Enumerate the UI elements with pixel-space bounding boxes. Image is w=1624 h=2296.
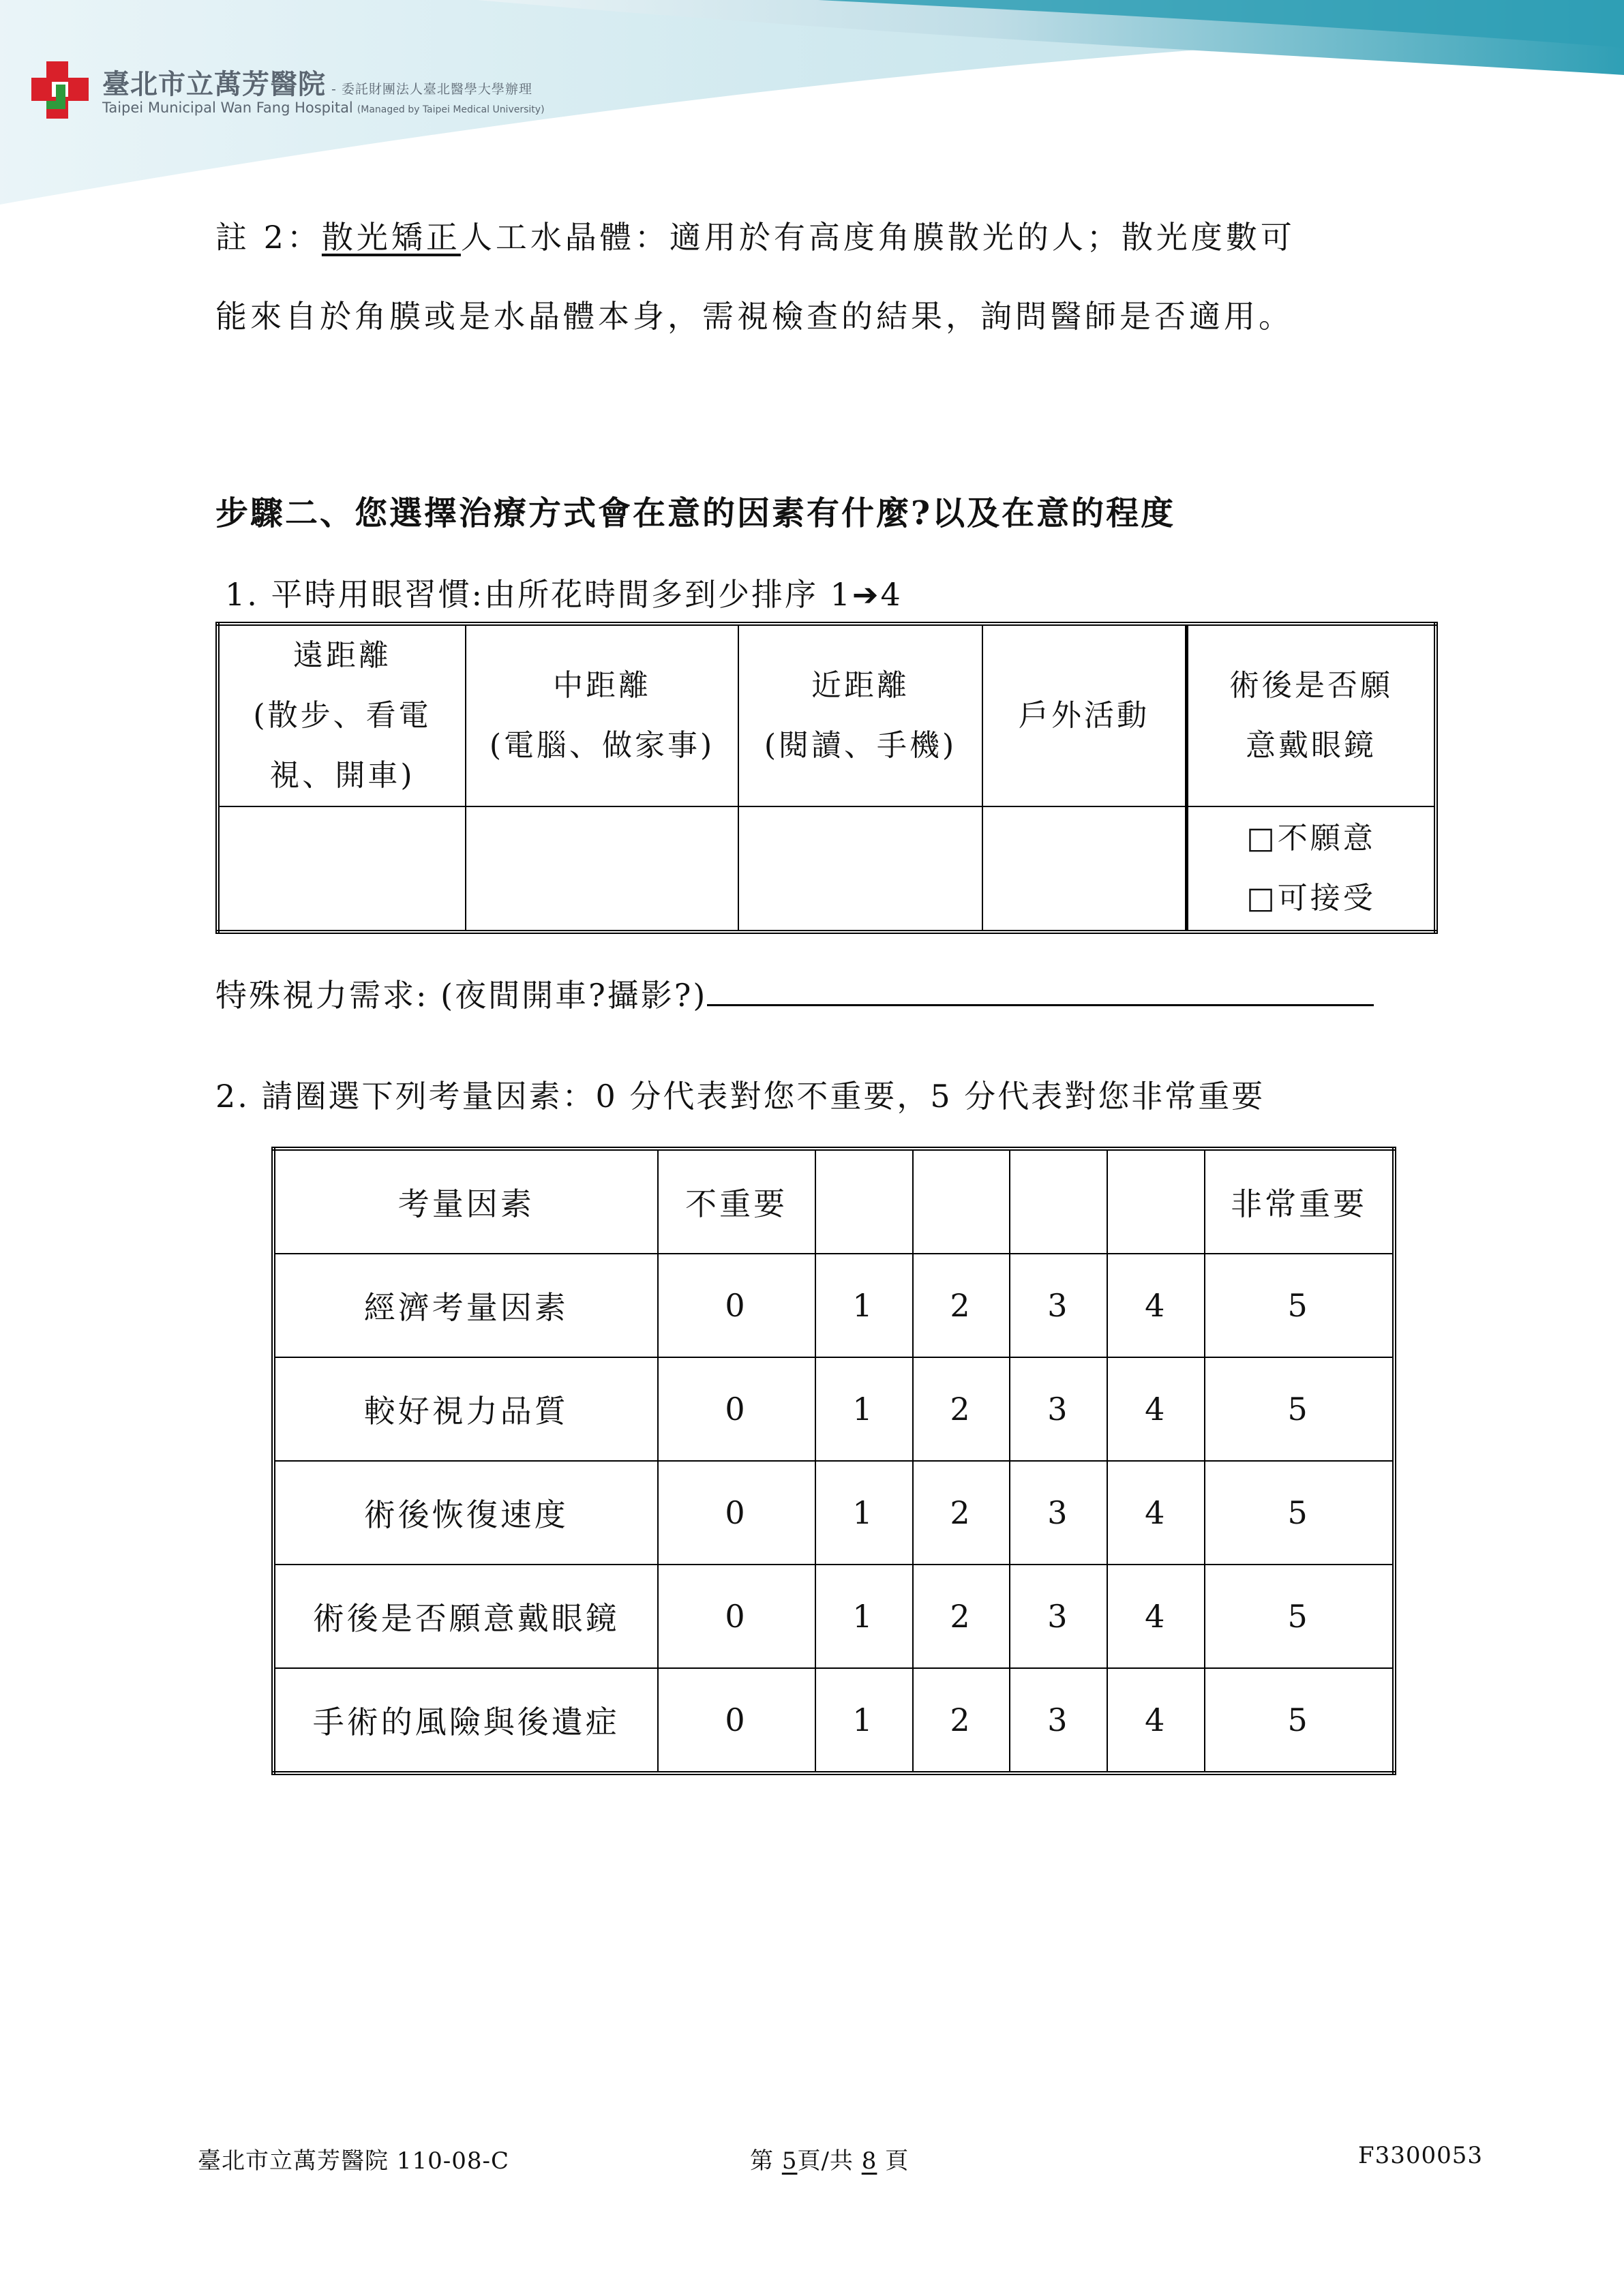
eye-usage-header-row	[217, 624, 1436, 806]
score-option[interactable]: 2	[913, 1668, 1010, 1773]
rank-near-cell[interactable]	[738, 806, 982, 932]
score-option[interactable]: 0	[658, 1357, 815, 1461]
table-row	[273, 1461, 1394, 1565]
arrow-right-icon: ➔	[852, 576, 881, 613]
score-option[interactable]: 1	[815, 1357, 913, 1461]
score-option[interactable]: 2	[913, 1461, 1010, 1565]
factor-label: 手術的風險與後遺症	[273, 1668, 658, 1773]
table-row	[273, 1668, 1394, 1773]
score-option[interactable]: 4	[1107, 1565, 1205, 1668]
hospital-managed-en: (Managed by Taipei Medical University)	[357, 104, 545, 115]
factor-label: 術後是否願意戴眼鏡	[273, 1565, 658, 1668]
score-option[interactable]: 5	[1205, 1461, 1394, 1565]
header-outdoor-line1: 戶外活動	[1019, 698, 1149, 733]
header-near-line1: 近距離	[811, 668, 909, 703]
header-mid-line1: 中距離	[553, 668, 651, 703]
page-suffix: 頁	[885, 2147, 909, 2175]
score-option[interactable]: 4	[1107, 1461, 1205, 1565]
page-middle: 頁/共	[797, 2147, 854, 2175]
header-blank	[815, 1149, 913, 1254]
question1-text	[225, 570, 903, 615]
rank-mid-cell[interactable]	[466, 806, 738, 932]
score-option[interactable]: 4	[1107, 1357, 1205, 1461]
page-current: 5	[781, 2147, 798, 2175]
special-need-line	[215, 971, 1374, 1016]
score-option[interactable]: 0	[658, 1254, 815, 1357]
glasses-options-cell	[1187, 806, 1437, 932]
special-need-blank[interactable]	[707, 971, 1374, 1006]
score-option[interactable]: 1	[815, 1254, 913, 1357]
score-option[interactable]: 2	[913, 1357, 1010, 1461]
footer-form-code: F3300053	[1358, 2142, 1484, 2169]
special-need-label: 特殊視力需求: (夜間開車?攝影?)	[215, 977, 708, 1014]
factors-header-row	[273, 1149, 1394, 1254]
score-option[interactable]: 2	[913, 1254, 1010, 1357]
note2-prefix: 註 2：	[215, 219, 322, 256]
checkbox-acceptable[interactable]: □可接受	[1246, 881, 1376, 916]
hospital-name	[102, 63, 532, 102]
note2-term: 散光矯正	[321, 219, 461, 256]
header-far-line1: 遠距離	[293, 638, 391, 673]
score-option[interactable]: 2	[913, 1565, 1010, 1668]
score-option[interactable]: 0	[658, 1461, 815, 1565]
score-option[interactable]: 3	[1010, 1668, 1107, 1773]
header-glasses-line1: 術後是否願	[1229, 668, 1393, 703]
hospital-name-en-text: Taipei Municipal Wan Fang Hospital	[102, 100, 353, 116]
table-row	[273, 1254, 1394, 1357]
header-mid-distance	[466, 624, 738, 806]
score-option[interactable]: 1	[815, 1565, 913, 1668]
score-option[interactable]: 5	[1205, 1254, 1394, 1357]
page-total: 8	[861, 2147, 877, 2175]
note2-line1	[215, 213, 1295, 258]
score-option[interactable]: 4	[1107, 1254, 1205, 1357]
score-option[interactable]: 3	[1010, 1254, 1107, 1357]
header-glasses-line2: 意戴眼鏡	[1246, 728, 1377, 763]
header-blank	[913, 1149, 1010, 1254]
table-row	[273, 1565, 1394, 1668]
factor-label: 較好視力品質	[273, 1357, 658, 1461]
header-blank	[1010, 1149, 1107, 1254]
header-far-line2: (散步、看電	[253, 698, 432, 733]
header-far-line3: 視、開車)	[269, 758, 415, 793]
eye-usage-table	[215, 622, 1438, 934]
score-option[interactable]: 5	[1205, 1357, 1394, 1461]
factors-table	[271, 1147, 1396, 1775]
score-option[interactable]: 3	[1010, 1565, 1107, 1668]
score-option[interactable]: 5	[1205, 1565, 1394, 1668]
header-glasses	[1187, 624, 1437, 806]
header-blank	[1107, 1149, 1205, 1254]
header-outdoor	[982, 624, 1187, 806]
score-option[interactable]: 3	[1010, 1357, 1107, 1461]
question1-text-after: 4	[880, 576, 903, 613]
header-far-distance	[217, 624, 466, 806]
header-factor: 考量因素	[273, 1149, 658, 1254]
score-option[interactable]: 0	[658, 1565, 815, 1668]
hospital-name-zh: 臺北市立萬芳醫院	[102, 69, 326, 100]
header-mid-line2: (電腦、做家事)	[489, 728, 715, 763]
rank-far-cell[interactable]	[217, 806, 466, 932]
score-option[interactable]: 3	[1010, 1461, 1107, 1565]
score-option[interactable]: 1	[815, 1461, 913, 1565]
checkbox-unwilling[interactable]: □不願意	[1246, 821, 1376, 856]
hospital-name-en	[102, 100, 545, 116]
factor-label: 經濟考量因素	[273, 1254, 658, 1357]
rank-outdoor-cell[interactable]	[982, 806, 1187, 932]
score-option[interactable]: 1	[815, 1668, 913, 1773]
question2-text: 2. 請圈選下列考量因素：0 分代表對您不重要，5 分代表對您非常重要	[215, 1078, 1265, 1115]
factor-label: 術後恢復速度	[273, 1461, 658, 1565]
header-very-important: 非常重要	[1205, 1149, 1394, 1254]
header-near-distance	[738, 624, 982, 806]
score-option[interactable]: 0	[658, 1668, 815, 1773]
note2-line2: 能來自於角膜或是水晶體本身，需視檢查的結果，詢問醫師是否適用。	[215, 298, 1293, 335]
hospital-sub-zh: - 委託財團法人臺北醫學大學辦理	[331, 82, 532, 97]
page-prefix: 第	[750, 2147, 774, 2175]
question1-text-before: 1. 平時用眼習慣:由所花時間多到少排序 1	[225, 576, 852, 613]
header-not-important: 不重要	[658, 1149, 815, 1254]
note2-line1-rest: 人工水晶體：適用於有高度角膜散光的人；散光度數可	[460, 219, 1295, 256]
score-option[interactable]: 4	[1107, 1668, 1205, 1773]
score-option[interactable]: 5	[1205, 1668, 1394, 1773]
header-near-line2: (閱讀、手機)	[764, 728, 957, 763]
footer-page-number	[750, 2142, 909, 2175]
footer-left: 臺北市立萬芳醫院 110-08-C	[198, 2147, 509, 2175]
hospital-logo-icon	[26, 56, 94, 124]
eye-usage-answer-row	[217, 806, 1436, 932]
table-row	[273, 1357, 1394, 1461]
step2-title: 步驟二、您選擇治療方式會在意的因素有什麼?以及在意的程度	[215, 494, 1176, 532]
